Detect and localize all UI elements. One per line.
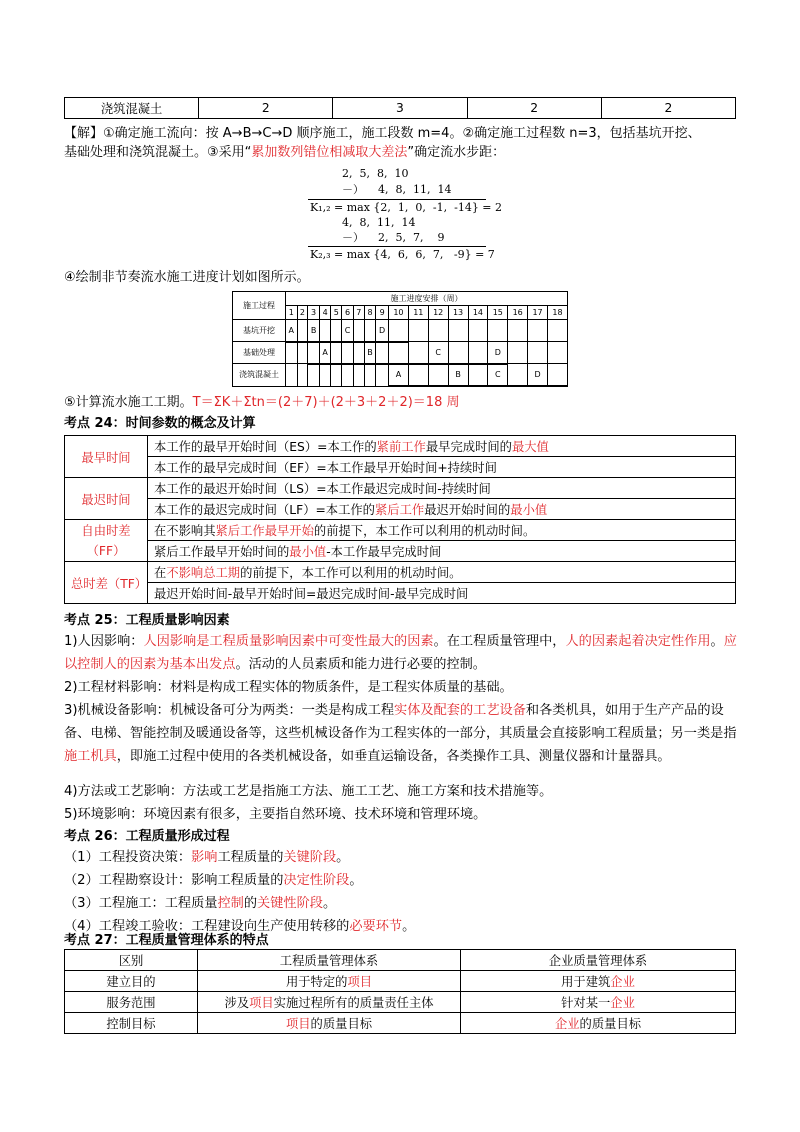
text-segment: 2)工程材料影响：材料是构成工程实体的物质条件，是工程实体质量的基础。	[64, 680, 513, 695]
text-segment: 工程质量的	[217, 850, 284, 865]
gantt-cell: C	[428, 342, 448, 364]
gantt-cell	[353, 364, 364, 386]
column-header: 企业质量管理体系	[461, 950, 736, 971]
section-title-27: 考点 27：工程质量管理体系的特点	[64, 933, 269, 948]
gantt-cell	[353, 342, 364, 364]
week-cell: 5	[331, 306, 342, 320]
paragraph	[64, 780, 740, 803]
gantt-cell	[308, 364, 320, 386]
gantt-cell	[342, 342, 354, 364]
row-label: 自由时差（FF）	[65, 520, 148, 562]
gantt-cell	[364, 320, 376, 342]
column-header: 工程质量管理体系	[198, 950, 461, 971]
table-row	[65, 541, 736, 562]
gantt-cell	[376, 342, 389, 364]
table-cell	[461, 971, 736, 992]
table-cell	[461, 1013, 736, 1034]
gantt-cell: A	[286, 320, 298, 342]
text-segment: 最早完成时间的	[425, 440, 512, 454]
text-segment: （1）工程投资决策：	[64, 850, 192, 865]
text-segment: 用于建筑	[561, 975, 611, 989]
gantt-cell	[468, 320, 488, 342]
highlight-text: 最小值	[289, 545, 327, 559]
week-cell: 13	[448, 306, 468, 320]
gantt-header-row	[233, 292, 568, 306]
quality-system-table	[64, 949, 736, 1034]
highlight-text: 企业	[554, 1017, 580, 1031]
week-cell: 12	[428, 306, 448, 320]
highlight-text: 紧前工作	[376, 440, 426, 454]
highlight-text: 不影响总工期	[166, 566, 241, 580]
table-row	[65, 1013, 736, 1034]
section-title-24: 考点 24：时间参数的概念及计算	[64, 416, 256, 431]
week-cell: 10	[389, 306, 409, 320]
table-row	[65, 583, 736, 604]
text-segment: 本工作的最早完成时间（EF）=本工作最早开始时间+持续时间	[154, 461, 497, 475]
math-row: －） 2, 5, 7, 9	[342, 231, 445, 244]
gantt-cell	[548, 320, 568, 342]
gantt-cell	[364, 364, 376, 386]
gantt-cell	[528, 320, 548, 342]
gantt-cell: D	[528, 364, 548, 386]
highlight-text: 项目	[285, 1017, 311, 1031]
gantt-cell	[508, 342, 528, 364]
gantt-cell: B	[308, 320, 320, 342]
list-item	[64, 846, 740, 869]
section-title-25: 考点 25：工程质量影响因素	[64, 613, 230, 628]
table-cell	[198, 1013, 461, 1034]
text-segment: 3)机械设备影响：机械设备可分为两类：一类是构成工程	[64, 703, 395, 718]
gantt-cell	[389, 342, 409, 364]
table-cell	[198, 971, 461, 992]
table-header-row	[65, 950, 736, 971]
week-cell: 2	[297, 306, 308, 320]
text-segment: 。在工程质量管理中，	[433, 634, 566, 649]
math-rule	[308, 246, 486, 247]
gantt-cell	[468, 364, 488, 386]
gantt-row	[233, 342, 568, 364]
gantt-cell: A	[319, 342, 331, 364]
gantt-cell	[286, 342, 298, 364]
text-segment: 。	[402, 919, 416, 934]
text-segment: 最迟开始时间的	[424, 503, 511, 517]
table-cell: 2	[199, 98, 333, 119]
gantt-cell: B	[448, 364, 468, 386]
gantt-cell	[331, 342, 342, 364]
text-segment: 在不影响其	[154, 524, 216, 538]
text-segment: 。	[349, 873, 363, 888]
week-cell: 6	[342, 306, 354, 320]
highlight-text: 人的因素起着决定性作用	[565, 634, 711, 649]
table-cell: 2	[601, 98, 735, 119]
table-cell: 2	[467, 98, 601, 119]
table-cell	[461, 992, 736, 1013]
solution-text: ”确定流水步距：	[407, 145, 506, 160]
gantt-cell	[319, 364, 331, 386]
week-cell: 18	[548, 306, 568, 320]
gantt-chart	[232, 291, 568, 387]
text-segment: ，即施工过程中使用的各类机械设备，如垂直运输设备，各类操作工具、测量仪器和计量器具。	[116, 749, 671, 764]
list-item	[64, 892, 740, 915]
row-label: 最迟时间	[65, 478, 148, 520]
text-segment: 本工作的最迟开始时间（LS）=本工作最迟完成时间-持续时间	[154, 482, 491, 496]
text-segment: 4)方法或工艺影响：方法或工艺是指施工方法、施工工艺、施工方案和技术措施等。	[64, 784, 553, 799]
solution-line-2	[64, 143, 505, 162]
top-table	[64, 97, 736, 119]
gantt-cell: B	[364, 342, 376, 364]
gantt-row-name: 基坑开挖	[233, 320, 286, 342]
text-segment: 在	[154, 566, 167, 580]
gantt-cell	[389, 320, 409, 342]
table-cell	[148, 436, 736, 457]
gantt-cell	[353, 320, 364, 342]
text-segment: 。	[336, 850, 350, 865]
duration-formula: T＝ΣK＋Σtn＝(2＋7)＋(2＋3＋2＋2)＝18 周	[192, 395, 460, 410]
text-segment: 最迟开始时间-最早开始时间=最迟完成时间-最早完成时间	[154, 587, 469, 601]
gantt-cell	[448, 320, 468, 342]
table-cell	[198, 992, 461, 1013]
gantt-cell	[428, 320, 448, 342]
table-cell	[148, 541, 736, 562]
gantt-cell: C	[488, 364, 508, 386]
week-cell: 15	[488, 306, 508, 320]
table-row	[65, 436, 736, 457]
table-cell: 3	[333, 98, 467, 119]
gantt-cell	[508, 320, 528, 342]
method-name: 累加数列错位相减取大差法	[251, 145, 408, 160]
time-parameters-table	[64, 435, 736, 604]
text-segment: 紧后工作最早开始时间的	[154, 545, 290, 559]
list-item	[64, 869, 740, 892]
gantt-row-name: 浇筑混凝土	[233, 364, 286, 386]
text-segment: 服务范围	[106, 996, 156, 1010]
gantt-cell: D	[488, 342, 508, 364]
week-cell: 9	[376, 306, 389, 320]
text-segment: 实施过程所有的质量责任主体	[273, 996, 434, 1010]
text-segment: 。活动的人员素质和能力进行必要的控制。	[235, 657, 486, 672]
text-segment: 的质量目标	[310, 1017, 373, 1031]
text-segment: 控制目标	[106, 1017, 156, 1031]
math-rule	[308, 199, 486, 200]
gantt-cell	[331, 364, 342, 386]
text-segment: 的前提下，本工作可以利用的机动时间。	[313, 524, 536, 538]
text-segment: 的	[243, 896, 258, 911]
highlight-text: 关键性阶段	[257, 896, 323, 911]
table-cell	[148, 583, 736, 604]
highlight-text: 企业	[610, 975, 635, 989]
text-segment: 。	[322, 896, 337, 911]
text-segment: 和各类机具，如用于生产产品的设备、电梯、智能控制及暖通设备等，这些机械设备作为工程实体的一部分，其质量会直接影响工程质量；另一类是指	[64, 703, 737, 741]
highlight-text: 关键阶段	[283, 850, 337, 865]
table-cell	[148, 457, 736, 478]
table-row	[65, 562, 736, 583]
week-cell: 1	[286, 306, 298, 320]
table-row	[65, 520, 736, 541]
highlight-text: 决定性阶段	[283, 873, 350, 888]
column-header: 区别	[65, 950, 198, 971]
highlight-text: 最大值	[511, 440, 549, 454]
section-title-26: 考点 26：工程质量形成过程	[64, 829, 230, 844]
gantt-cell	[319, 320, 331, 342]
math-row: 4, 8, 11, 14	[342, 216, 416, 229]
gantt-cell: C	[342, 320, 354, 342]
gantt-cell	[488, 320, 508, 342]
math-row: K₂,₃ = max {4, 6, 6, 7, -9} = 7	[310, 248, 495, 261]
highlight-text: 实体及配套的工艺设备	[394, 703, 526, 718]
paragraph	[64, 676, 740, 699]
gantt-row	[233, 364, 568, 386]
gantt-cell	[508, 364, 528, 386]
gantt-cell	[308, 342, 320, 364]
gantt-header-process: 施工过程	[233, 292, 286, 320]
gantt-row-name: 基础处理	[233, 342, 286, 364]
week-cell: 8	[364, 306, 376, 320]
table-cell	[65, 1013, 198, 1034]
text-segment: 涉及	[224, 996, 250, 1010]
math-row: －） 4, 8, 11, 14	[342, 183, 452, 196]
text-segment: 的前提下，本工作可以利用的机动时间。	[240, 566, 462, 580]
gantt-cell: D	[376, 320, 389, 342]
text-segment: 建立目的	[106, 975, 156, 989]
week-cell: 3	[308, 306, 320, 320]
table-cell	[65, 971, 198, 992]
highlight-text: 企业	[610, 996, 635, 1010]
table-row	[65, 457, 736, 478]
gantt-header-schedule: 施工进度安排（周）	[286, 292, 568, 306]
highlight-text: 紧后工作	[374, 503, 425, 517]
gantt-cell	[286, 364, 298, 386]
table-cell: 浇筑混凝土	[65, 98, 199, 119]
gantt-row	[233, 320, 568, 342]
highlight-text: 人因影响是工程质量影响因素中可变性最大的因素	[143, 634, 434, 649]
solution-line-4: ④绘制非节奏流水施工进度计划如图所示。	[64, 270, 310, 285]
table-cell	[148, 520, 736, 541]
gantt-cell	[297, 320, 308, 342]
table-cell	[65, 992, 198, 1013]
table-row	[65, 478, 736, 499]
highlight-text: 紧后工作最早开始	[215, 524, 314, 538]
table-cell	[148, 478, 736, 499]
table-row	[65, 98, 736, 119]
solution-line-1: 【解】①确定施工流向：按 A→B→C→D 顺序施工，施工段数 m=4。②确定施工过程数 n=3，包括基坑开挖、	[64, 126, 701, 141]
text-segment: （2）工程勘察设计：影响工程质量的	[64, 873, 284, 888]
gantt-cell	[376, 364, 389, 386]
gantt-cell	[342, 364, 354, 386]
highlight-text: 项目	[249, 996, 274, 1010]
table-row	[65, 971, 736, 992]
week-cell: 16	[508, 306, 528, 320]
gantt-cell	[297, 342, 308, 364]
highlight-text: 应以控制人的因素为基本出发点	[64, 634, 737, 672]
math-row: 2, 5, 8, 10	[342, 167, 409, 180]
highlight-text: 影响	[191, 850, 218, 865]
table-cell	[148, 562, 736, 583]
row-label: 最早时间	[65, 436, 148, 478]
text-segment: 5)环境影响：环境因素有很多，主要指自然环境、技术环境和管理环境。	[64, 807, 487, 822]
week-cell: 4	[319, 306, 331, 320]
highlight-text: 控制	[217, 896, 244, 911]
text-segment: （3）工程施工：工程质量	[64, 896, 218, 911]
row-label: 总时差（TF）	[65, 562, 148, 604]
table-cell	[148, 499, 736, 520]
paragraph	[64, 699, 740, 768]
week-cell: 14	[468, 306, 488, 320]
paragraph	[64, 630, 740, 676]
text-segment: 。	[710, 634, 724, 649]
text-segment: 的质量目标	[579, 1017, 642, 1031]
highlight-text: 项目	[347, 975, 373, 989]
gantt-cell	[408, 342, 428, 364]
paragraph	[64, 803, 740, 826]
week-cell: 11	[408, 306, 428, 320]
math-row: K₁,₂ = max {2, 1, 0, -1, -14} = 2	[310, 201, 503, 214]
gantt-cell	[548, 364, 568, 386]
text-segment: 针对某一	[561, 996, 611, 1010]
text-segment: 本工作的最迟完成时间（LF）=本工作的	[154, 503, 375, 517]
highlight-text: 施工机具	[64, 749, 117, 764]
gantt-cell	[428, 364, 448, 386]
week-cell: 7	[353, 306, 364, 320]
gantt-cell: A	[389, 364, 409, 386]
text-segment: -本工作最早完成时间	[326, 545, 442, 559]
text-segment: 1)人因影响：	[64, 634, 144, 649]
text-segment: （4）工程竣工验收：工程建设向生产使用转移的	[64, 919, 350, 934]
table-row	[65, 499, 736, 520]
gantt-cell	[548, 342, 568, 364]
gantt-cell	[468, 342, 488, 364]
gantt-cell	[408, 320, 428, 342]
gantt-cell	[448, 342, 468, 364]
solution-line-5	[64, 393, 459, 412]
highlight-text: 必要环节	[349, 919, 403, 934]
solution-text: 基础处理和浇筑混凝土。③采用“	[64, 145, 252, 160]
text-segment: 用于特定的	[285, 975, 348, 989]
highlight-text: 最小值	[510, 503, 548, 517]
week-cell: 17	[528, 306, 548, 320]
solution-text: ⑤计算流水施工工期。	[64, 395, 193, 410]
gantt-cell	[408, 364, 428, 386]
gantt-cell	[528, 342, 548, 364]
table-row	[65, 992, 736, 1013]
text-segment: 本工作的最早开始时间（ES）=本工作的	[154, 440, 377, 454]
gantt-cell	[331, 320, 342, 342]
gantt-cell	[297, 364, 308, 386]
